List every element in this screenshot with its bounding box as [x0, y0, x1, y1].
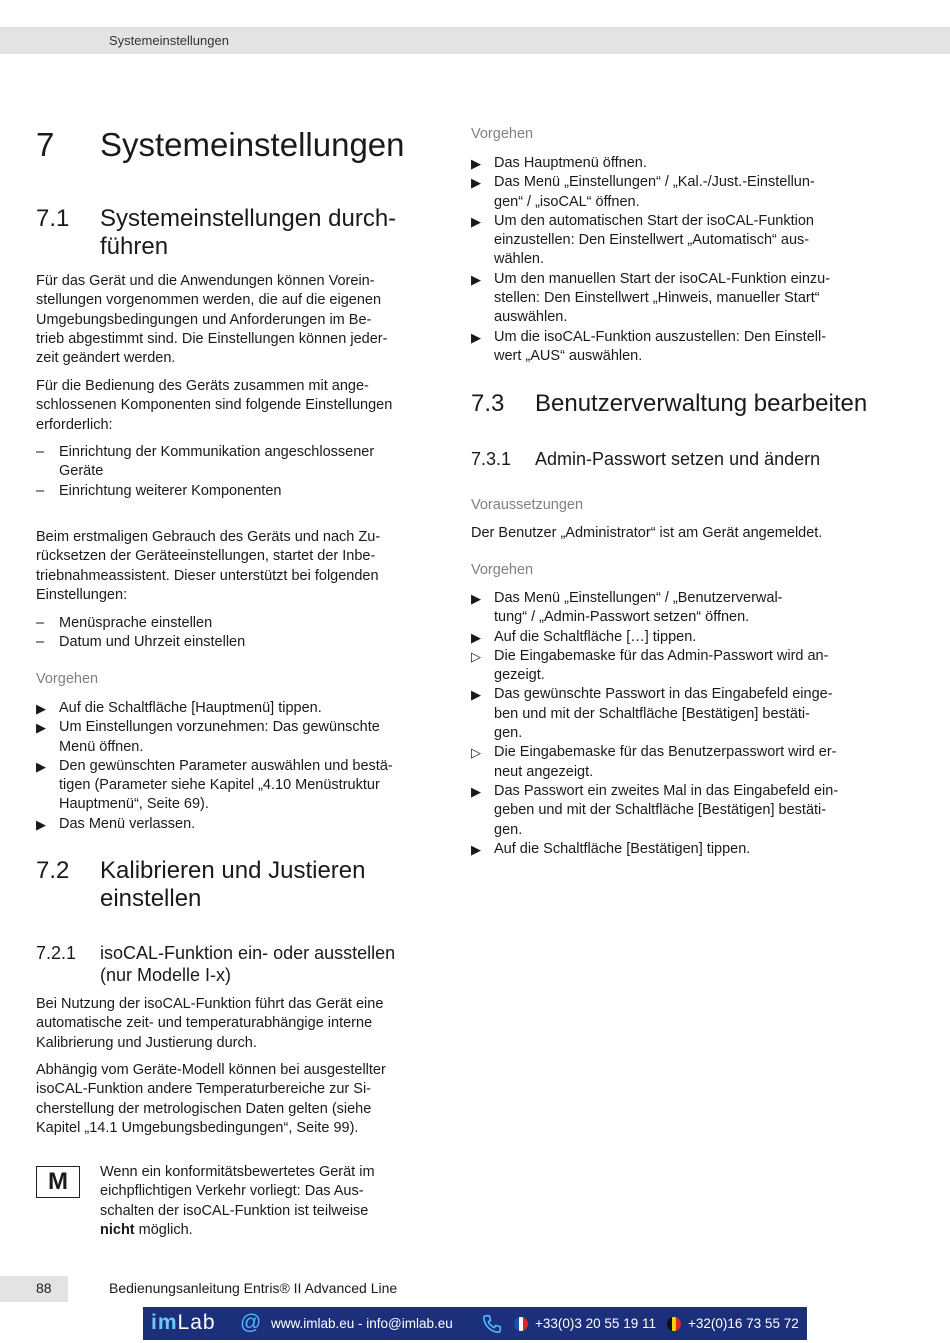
text-line: schlossenen Komponenten sind folgende Einstellungen — [36, 397, 393, 414]
text-line: cherstellung der metrologischen Daten gelten (siehe — [36, 1100, 372, 1117]
result-item — [471, 647, 871, 686]
text-line: ben und mit der Schaltfläche [Bestätigen] bestäti- — [494, 705, 810, 722]
at-icon: @ — [240, 1311, 262, 1334]
step-item — [471, 270, 871, 328]
text-line: Das gewünschte Passwort in das Eingabefeld einge- — [494, 686, 833, 703]
procedure-steps — [471, 154, 871, 366]
text-line: Das Menü verlassen. — [59, 815, 196, 832]
procedure-steps — [471, 589, 871, 859]
text-line: Umgebungsbedingungen und Anforderungen im Be- — [36, 311, 372, 328]
dash-marker: – — [36, 615, 45, 631]
dash-marker: – — [36, 634, 45, 651]
text-line: Kapitel „14.1 Umgebungsbedingungen“, Seite 99). — [36, 1119, 359, 1136]
text-line: automatische zeit- und temperaturabhängige interne — [36, 1015, 373, 1032]
text-line: geben und mit der Schaltfläche [Bestätigen] bestäti- — [494, 802, 827, 819]
section-title-line: führen — [100, 233, 169, 260]
text-line: triebnahmeassistent. Dieser unterstützt bei folgenden — [36, 567, 379, 584]
text-line: Beim erstmaligen Gebrauch des Geräts und nach Zu- — [36, 529, 381, 545]
phone-number-fr[interactable]: +33(0)3 20 55 19 11 — [535, 1316, 656, 1331]
contact-web-email[interactable]: www.imlab.eu - info@imlab.eu — [271, 1316, 453, 1331]
step-item — [471, 212, 871, 270]
step-arrow-icon: ▶ — [471, 783, 481, 799]
step-item — [36, 757, 436, 815]
step-arrow-icon: ▶ — [471, 329, 481, 345]
logo-part: Lab — [177, 1311, 216, 1334]
metrology-note-icon: M — [36, 1166, 80, 1198]
text-line: Für die Bedienung des Geräts zusammen mit ange- — [36, 378, 369, 394]
section-7-2-1-heading — [36, 942, 456, 988]
section-7-1-heading — [36, 205, 456, 265]
step-item — [36, 718, 436, 757]
metrology-note — [100, 1163, 440, 1240]
text-line: Wenn ein konformitätsbewertetes Gerät im — [100, 1164, 375, 1180]
step-item — [471, 589, 871, 628]
dash-marker: – — [36, 444, 45, 460]
step-item — [471, 154, 871, 173]
text-line: Datum und Uhrzeit einstellen — [59, 634, 246, 651]
step-item — [471, 685, 871, 743]
text-line: stellungen vorgenommen werden, die auf die eigenen — [36, 292, 382, 309]
section-7-3-1-heading — [471, 448, 891, 472]
step-arrow-icon: ▶ — [471, 629, 481, 645]
list-item — [36, 443, 436, 482]
step-arrow-icon: ▶ — [36, 816, 46, 832]
text-line: Das Menü „Einstellungen“ / „Benutzerverwal- — [494, 590, 783, 606]
step-item — [471, 840, 871, 859]
step-item — [471, 173, 871, 212]
list-item — [36, 614, 436, 633]
text-line: schalten der isoCAL-Funktion ist teilweise — [100, 1202, 369, 1219]
step-item — [471, 628, 871, 647]
text-line: eichpflichtigen Verkehr vorliegt: Das Aus- — [100, 1183, 364, 1200]
page-number: 88 — [36, 1280, 52, 1296]
prerequisites-label: Voraussetzungen — [471, 497, 584, 513]
text-line: neut angezeigt. — [494, 763, 594, 780]
text-line: Abhängig vom Geräte-Modell können bei ausgestellter — [36, 1062, 386, 1078]
section-number: 7.3 — [471, 390, 505, 417]
section-title-line: Systemeinstellungen durch- — [100, 205, 397, 232]
text-line: gen. — [494, 725, 523, 742]
step-item — [471, 782, 871, 840]
text-line: gen“ / „isoCAL“ öffnen. — [494, 193, 640, 210]
step-arrow-icon: ▶ — [471, 841, 481, 857]
step-arrow-icon: ▶ — [471, 271, 481, 287]
text-line: gen. — [494, 821, 523, 838]
wizard-list — [36, 614, 436, 653]
text-line: Um den manuellen Start der isoCAL-Funktion einzu- — [494, 270, 831, 287]
paragraph — [36, 1061, 436, 1138]
procedure-steps — [36, 699, 436, 834]
logo-part: im — [151, 1311, 178, 1334]
text-line: Die Eingabemaske für das Admin-Passwort wird an- — [494, 647, 829, 664]
page-number-box — [0, 1276, 68, 1302]
section-7-2-heading — [36, 857, 456, 917]
text-line: Um Einstellungen vorzunehmen: Das gewünschte — [59, 719, 380, 736]
section-number: 7.2 — [36, 857, 70, 884]
text-line: tigen (Parameter siehe Kapitel „4.10 Menüstruktur — [59, 777, 380, 794]
paragraph — [36, 528, 436, 605]
text-line: Um den automatischen Start der isoCAL-Funktion — [494, 212, 814, 229]
step-arrow-icon: ▶ — [36, 720, 46, 736]
step-arrow-icon: ▶ — [471, 175, 481, 191]
text-line: Auf die Schaltfläche [Bestätigen] tippen. — [494, 840, 751, 857]
list-item — [36, 482, 436, 501]
text-line: einzustellen: Den Einstellwert „Automatisch“ aus- — [494, 232, 810, 249]
text-line: Menü öffnen. — [59, 738, 144, 755]
text-line: Kalibrierung und Justierung durch. — [36, 1034, 257, 1051]
step-arrow-icon: ▶ — [36, 701, 46, 716]
running-header — [0, 27, 950, 54]
paragraph — [36, 377, 436, 435]
emphasis-text: nicht — [100, 1221, 135, 1238]
text-line: Geräte — [59, 463, 104, 480]
section-title — [100, 205, 440, 261]
text-line: Menüsprache einstellen — [59, 615, 213, 631]
text-line: Um die isoCAL-Funktion auszustellen: Den Einstell- — [494, 328, 827, 345]
step-arrow-icon: ▶ — [471, 213, 481, 229]
text-line: Bei Nutzung der isoCAL-Funktion führt das Gerät eine — [36, 996, 384, 1012]
section-number: 7.2.1 — [36, 943, 77, 963]
text-line: erforderlich: — [36, 416, 113, 433]
text-line: tung“ / „Admin-Passwort setzen“ öffnen. — [494, 609, 750, 626]
dash-marker: – — [36, 482, 45, 499]
text-line: rücksetzen der Geräteeinstellungen, startet der Inbe- — [36, 548, 376, 565]
text-line: Einrichtung der Kommunikation angeschlossener — [59, 444, 375, 460]
procedure-label: Vorgehen — [471, 562, 534, 578]
section-title — [100, 857, 440, 913]
france-flag-icon — [514, 1317, 528, 1331]
settings-list — [36, 443, 436, 501]
chapter-title: Systemeinstellungen — [100, 126, 405, 163]
section-title-line: Kalibrieren und Justieren — [100, 857, 366, 884]
phone-icon — [481, 1313, 503, 1338]
prerequisite-text: Der Benutzer „Administrator“ ist am Gerät angemeldet. — [471, 525, 823, 541]
step-item — [471, 328, 871, 367]
running-title: Systemeinstellungen — [109, 33, 229, 48]
text-line: Für das Gerät und die Anwendungen können Vorein- — [36, 273, 375, 289]
list-item — [36, 633, 436, 652]
result-arrow-icon: ▷ — [471, 745, 481, 761]
section-title — [100, 942, 440, 986]
text-line: Auf die Schaltfläche [Hauptmenü] tippen. — [59, 700, 322, 716]
result-arrow-icon: ▷ — [471, 648, 481, 664]
belgium-flag-icon — [667, 1317, 681, 1331]
text-line: trieb abgestimmt sind. Die Einstellungen können jeder- — [36, 330, 388, 347]
document-title: Bedienungsanleitung Entris® II Advanced Line — [109, 1280, 398, 1296]
text-line: Einrichtung weiterer Komponenten — [59, 482, 282, 499]
text-line: stellen: Den Einstellwert „Hinweis, manueller Start“ — [494, 290, 820, 307]
step-item — [36, 815, 436, 834]
section-title: Benutzerverwaltung bearbeiten — [535, 390, 868, 417]
section-title-line: einstellen — [100, 885, 202, 912]
section-7-3-heading — [471, 390, 891, 420]
phone-number-be[interactable]: +32(0)16 73 55 72 — [688, 1316, 799, 1331]
text-line: auswählen. — [494, 309, 568, 326]
chapter-number: 7 — [36, 126, 55, 163]
paragraph — [36, 995, 436, 1053]
text-line: wert „AUS“ auswählen. — [494, 347, 643, 364]
step-arrow-icon: ▶ — [471, 156, 481, 171]
chapter-heading — [36, 126, 456, 166]
text-line: Das Passwort ein zweites Mal in das Eingabefeld ein- — [494, 782, 839, 799]
procedure-label: Vorgehen — [36, 671, 99, 687]
step-arrow-icon: ▶ — [471, 687, 481, 703]
paragraph — [36, 272, 436, 368]
section-title-line: (nur Modelle I-x) — [100, 965, 232, 985]
step-arrow-icon: ▶ — [471, 591, 481, 606]
section-title-line: isoCAL-Funktion ein- oder ausstellen — [100, 943, 396, 963]
text-line: Auf die Schaltfläche […] tippen. — [494, 628, 697, 645]
text-line: Das Hauptmenü öffnen. — [494, 155, 647, 171]
text-line: Hauptmenü“, Seite 69). — [59, 796, 209, 813]
imlab-banner[interactable] — [143, 1307, 807, 1340]
text-line: isoCAL-Funktion andere Temperaturbereiche zur Si- — [36, 1081, 372, 1098]
text-line: Die Eingabemaske für das Benutzerpasswort wird er- — [494, 744, 837, 761]
text-line: zeit geändert werden. — [36, 350, 176, 367]
result-item — [471, 743, 871, 782]
step-arrow-icon: ▶ — [36, 758, 46, 774]
imlab-logo — [151, 1311, 216, 1335]
text-line: gezeigt. — [494, 667, 545, 684]
text-line: wählen. — [494, 251, 544, 268]
section-number: 7.3.1 — [471, 449, 512, 469]
text-line: Das Menü „Einstellungen“ / „Kal.-/Just.-Einstellun- — [494, 174, 815, 191]
procedure-label: Vorgehen — [471, 126, 534, 142]
text-line: möglich. — [134, 1221, 193, 1238]
step-item — [36, 699, 436, 718]
text-line: Den gewünschten Parameter auswählen und bestä- — [59, 757, 393, 774]
text-line: Einstellungen: — [36, 586, 128, 603]
section-title: Admin-Passwort setzen und ändern — [535, 449, 821, 469]
section-number: 7.1 — [36, 205, 70, 232]
